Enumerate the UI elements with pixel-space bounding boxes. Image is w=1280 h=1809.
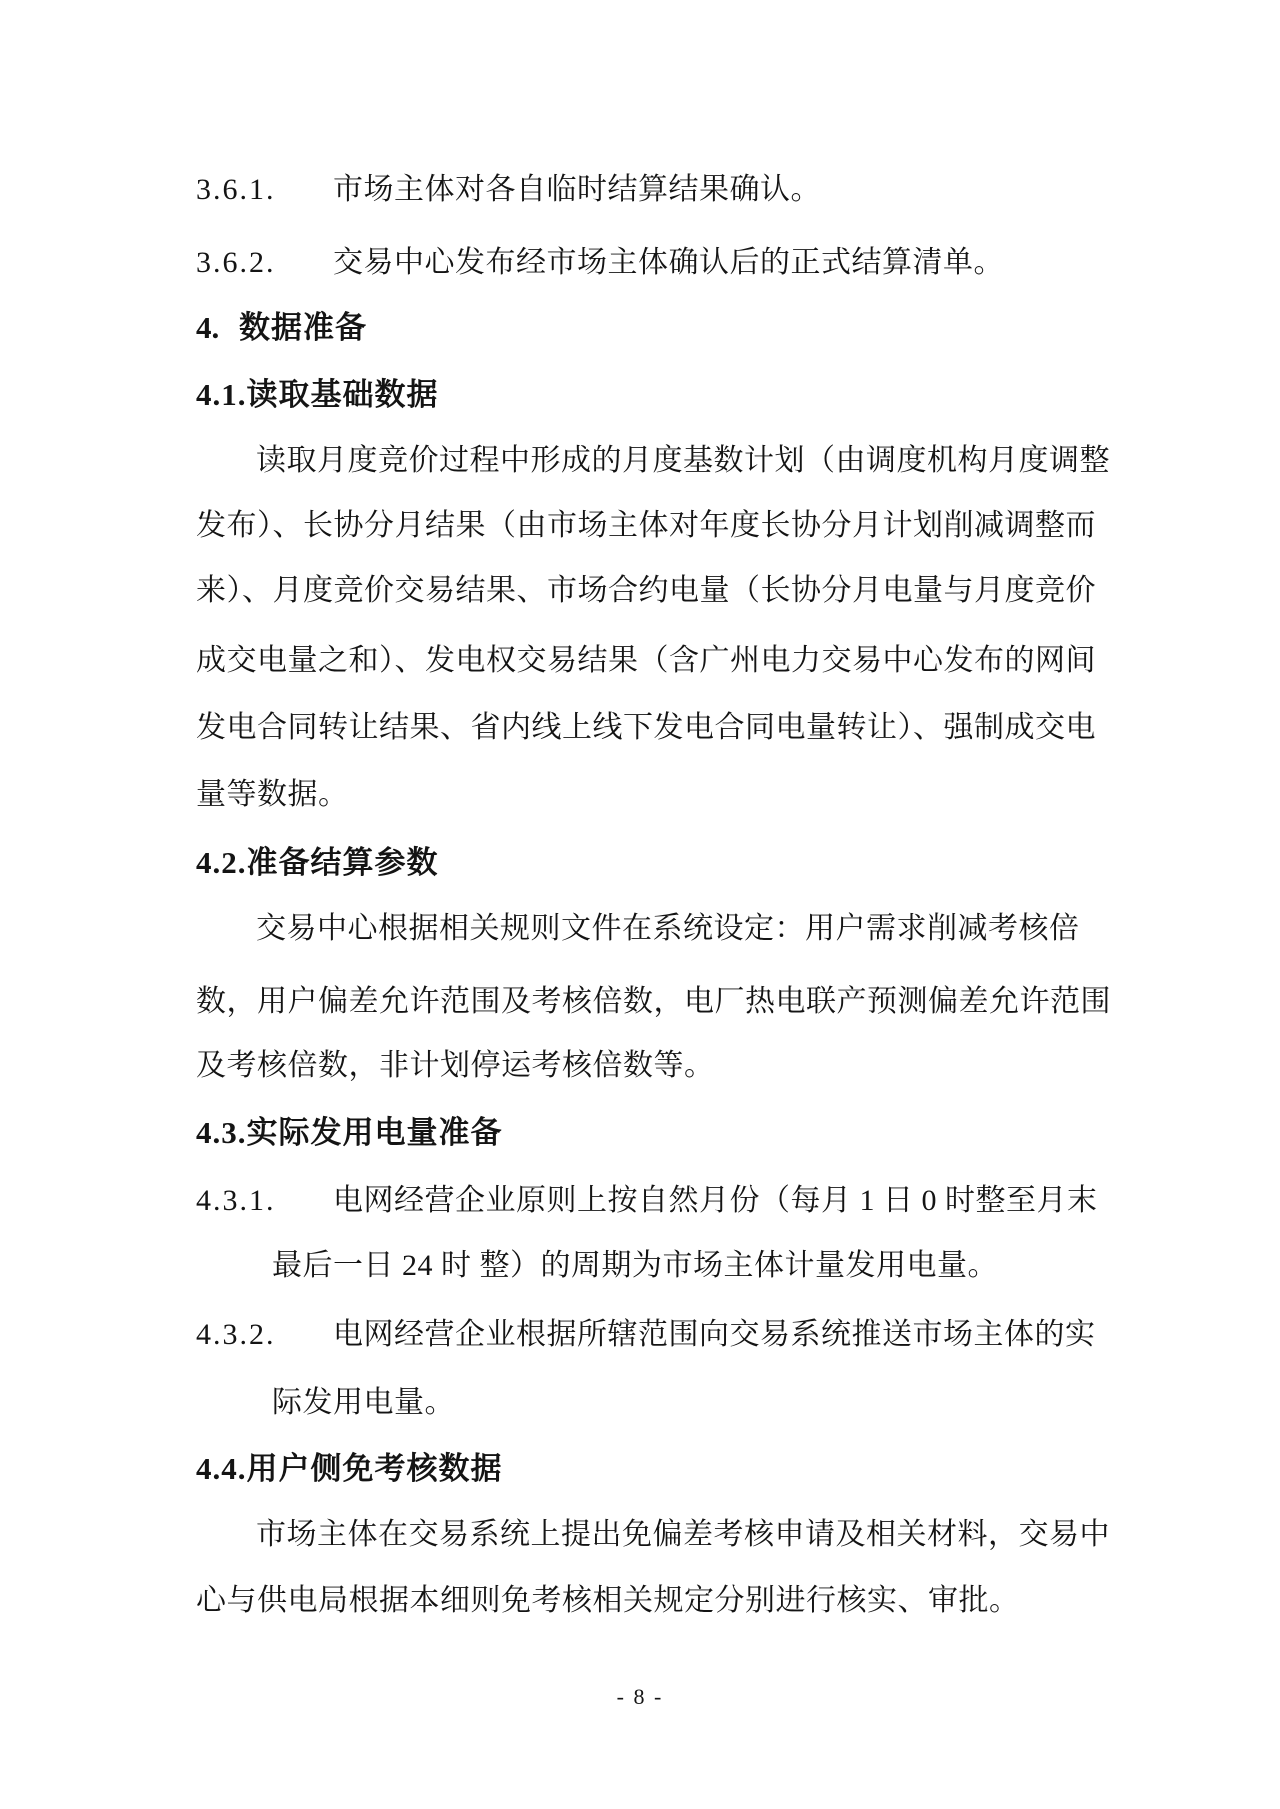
section-heading-4-1 <box>196 376 439 413</box>
line-text: 交易中心发布经市场主体确认后的正式结算清单。 <box>333 246 1004 279</box>
list-number: 3.6.2. <box>196 246 276 279</box>
doc-line-3-6-2 <box>196 245 1004 281</box>
heading-text: 4.2.准备结算参数 <box>196 845 439 880</box>
doc-line <box>196 508 1096 544</box>
heading-text: 4.3.实际发用电量准备 <box>196 1115 503 1150</box>
line-text: 成交电量之和）、发电权交易结果（含广州电力交易中心发布的网间 <box>196 644 1096 677</box>
page-number: - 8 - <box>616 1684 664 1709</box>
line-text: 及考核倍数，非计划停运考核倍数等。 <box>196 1049 715 1082</box>
line-text: 来）、月度竞价交易结果、市场合约电量（长协分月电量与月度竞价 <box>196 574 1096 607</box>
doc-line <box>196 1583 1020 1619</box>
heading-text: 数据准备 <box>239 310 367 345</box>
list-number: 4.3.1. <box>196 1184 276 1217</box>
section-heading-4-4 <box>196 1450 503 1487</box>
line-text: 心与供电局根据本细则免考核相关规定分别进行核实、审批。 <box>196 1584 1020 1617</box>
line-text: 最后一日 24 时 整）的周期为市场主体计量发用电量。 <box>272 1249 998 1282</box>
list-number: 3.6.1. <box>196 173 276 206</box>
line-text: 电网经营企业原则上按自然月份（每月 1 日 0 时整至月末 <box>333 1184 1098 1217</box>
line-text: 数，用户偏差允许范围及考核倍数，电厂热电联产预测偏差允许范围 <box>196 985 1111 1018</box>
doc-line <box>196 643 1096 679</box>
doc-line <box>196 710 1096 746</box>
doc-line <box>196 573 1096 609</box>
doc-line <box>196 1048 715 1084</box>
section-heading-4 <box>196 309 367 346</box>
heading-text: 4.4.用户侧免考核数据 <box>196 1451 503 1486</box>
line-text: 际发用电量。 <box>272 1386 455 1419</box>
line-text: 发布）、长协分月结果（由市场主体对年度长协分月计划削减调整而 <box>196 509 1096 542</box>
line-text: 市场主体在交易系统上提出免偏差考核申请及相关材料，交易中 <box>256 1518 1110 1551</box>
doc-line <box>272 1385 455 1421</box>
doc-line <box>196 984 1111 1020</box>
section-heading-4-2 <box>196 844 439 881</box>
doc-line-3-6-1 <box>196 172 821 208</box>
doc-line <box>272 1248 998 1284</box>
line-text: 电网经营企业根据所辖范围向交易系统推送市场主体的实 <box>333 1318 1096 1351</box>
line-text: 量等数据。 <box>196 778 349 811</box>
doc-line-4-3-1 <box>196 1183 1098 1219</box>
line-text: 读取月度竞价过程中形成的月度基数计划（由调度机构月度调整 <box>256 444 1110 477</box>
section-heading-4-3 <box>196 1114 503 1151</box>
doc-line <box>256 911 1080 947</box>
line-text: 交易中心根据相关规则文件在系统设定：用户需求削减考核倍 <box>256 912 1080 945</box>
doc-line-4-3-2 <box>196 1317 1096 1353</box>
doc-line <box>256 443 1110 479</box>
heading-number: 4. <box>196 310 220 345</box>
line-text: 发电合同转让结果、省内线上线下发电合同电量转让）、强制成交电 <box>196 711 1096 744</box>
heading-text: 4.1.读取基础数据 <box>196 377 439 412</box>
doc-line <box>256 1517 1110 1553</box>
doc-line <box>196 777 349 813</box>
list-number: 4.3.2. <box>196 1318 276 1351</box>
line-text: 市场主体对各自临时结算结果确认。 <box>333 173 821 206</box>
